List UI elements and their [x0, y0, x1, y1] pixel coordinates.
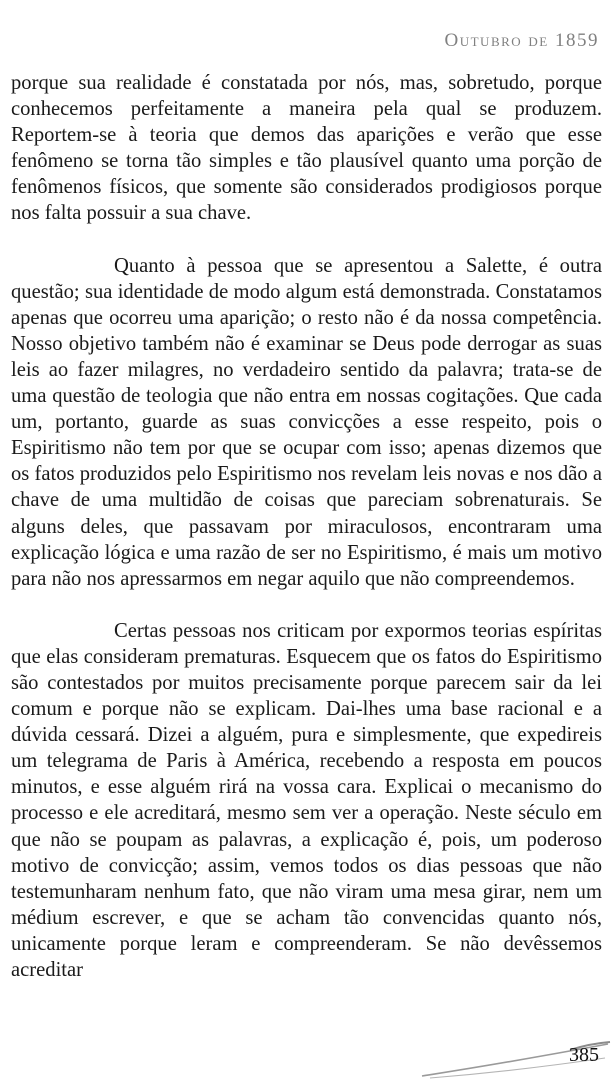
page-number: 385	[569, 1044, 599, 1066]
paragraph-continued: porque sua realidade é constatada por nós, mas, sobretudo, porque conhecemos perfeitamente a maneira pela qual se produzem. Reportem-se à teoria que demos das aparições e verão que esse fenômeno se torna tão simples e tão plausível quanto uma porção de fenômenos físicos, que somente são considerados prodigiosos porque nos falta possuir a sua chave.	[11, 72, 602, 225]
body-text	[11, 70, 602, 983]
paragraph-theories: Certas pessoas nos criticam por expormos teorias espíritas que elas consideram prematuras. Esquecem que os fatos do Espiritismo são contestados por muitos precisamente porque parecem sair da lei comum e porque não se explicam. Dai-lhes uma base racional e a dúvida cessará. Dizei a alguém, pura e simplesmente, que expedireis um telegrama de Paris à América, recebendo a resposta em poucos minutos, e esse alguém rirá na vossa cara. Explicai o mecanismo do processo e ele acreditará, mesmo sem ver a operação. Neste século em que não se poupam as palavras, a explicação é, pois, um poderoso motivo de convicção; assim, vemos todos os dias pessoas que não testemunharam nenhum fato, que não viram uma mesa girar, nem um médium escrever, e que se acham tão convencidas quanto nós, unicamente porque leram e compreenderam. Se não devêssemos acreditar	[11, 619, 602, 981]
paragraph-salette: Quanto à pessoa que se apresentou a Salette, é outra questão; sua identidade de modo algum está demonstrada. Constatamos apenas que ocorreu uma aparição; o resto não é da nossa competência. Nosso objetivo também não é examinar se Deus pode derrogar as suas leis ao fazer milagres, no verdadeiro sentido da palavra; trata-se de uma questão de teologia que não entra em nossas cogitações. Que cada um, portanto, guarde as suas convicções a esse respeito, pois o Espiritismo não tem por que se ocupar com isso; apenas dizemos que os fatos produzidos pelo Espiritismo nos revelam leis novas e nos dão a chave de uma multidão de coisas que pareciam sobrenaturais. Se alguns deles, que passavam por miraculosos, encontraram uma explicação lógica e uma razão de ser no Espiritismo, é mais um motivo para não nos apressarmos em negar aquilo que não compreendemos.	[11, 254, 602, 590]
running-header: Outubro de 1859	[444, 30, 599, 51]
